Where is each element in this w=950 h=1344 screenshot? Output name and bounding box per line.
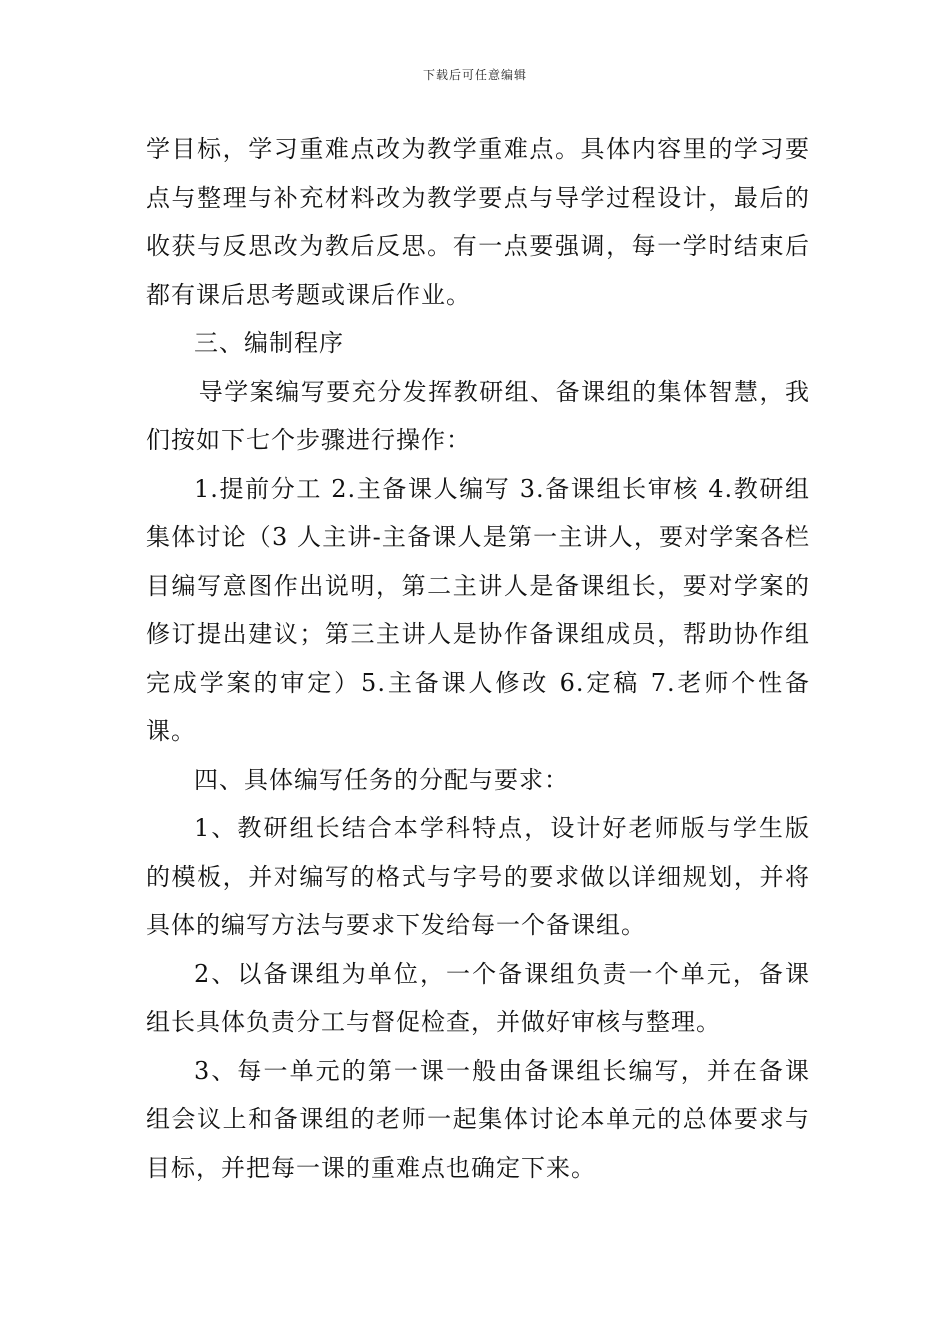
- page-header: 下载后可任意编辑: [422, 68, 527, 82]
- requirement-item-3: 3、每一单元的第一课一般由备课组长编写，并在备课组会议上和备课组的老师一起集体讨论本单元的总体要求与目标，并把每一课的重难点也确定下来。: [146, 1056, 810, 1182]
- section-heading-4: 四、具体编写任务的分配与要求：: [194, 765, 569, 794]
- requirement-item-1: 1、教研组长结合本学科特点，设计好老师版与学生版的模板，并对编写的格式与字号的要求做以详细规划，并将具体的编写方法与要求下发给每一个备课组。: [146, 814, 810, 939]
- document-body: [146, 125, 810, 1192]
- paragraph-procedure-steps: 1.提前分工 2.主备课人编写 3.备课组长审核 4.教研组集体讨论（3 人主讲-主备课人是第一主讲人，要对学案各栏目编写意图作出说明，第二主讲人是备课组长，要对学案的修订提出建议；第三主讲人是协作备课组成员，帮助协作组完成学案的审定）5.主备课人修改 6.定稿 7.老师个性备课。: [146, 474, 810, 745]
- section-heading-3: 三、编制程序: [194, 329, 344, 357]
- paragraph-procedure-intro: 导学案编写要充分发挥教研组、备课组的集体智慧，我们按如下七个步骤进行操作：: [146, 377, 810, 454]
- paragraph-continuation: 学目标，学习重难点改为教学重难点。具体内容里的学习要点与整理与补充材料改为教学要点与导学过程设计，最后的收获与反思改为教后反思。有一点要强调，每一学时结束后都有课后思考题或课后作业。: [146, 135, 810, 309]
- requirement-item-2: 2、以备课组为单位，一个备课组负责一个单元，备课组长具体负责分工与督促检查，并做好审核与整理。: [146, 959, 810, 1036]
